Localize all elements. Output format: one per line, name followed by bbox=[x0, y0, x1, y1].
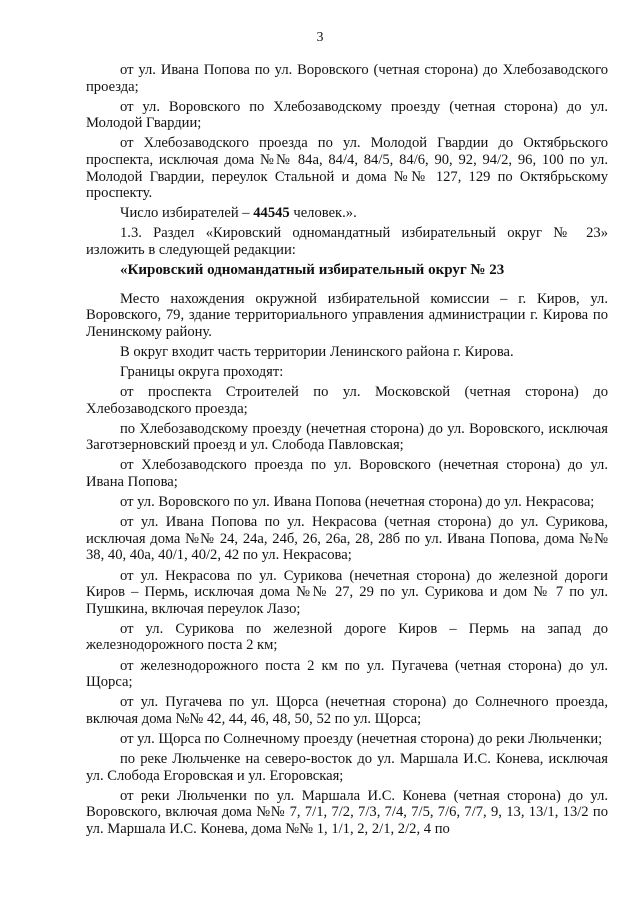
voters-count-paragraph bbox=[86, 205, 608, 222]
paragraph: от железнодорожного поста 2 км по ул. Пугачева (четная сторона) до ул. Щорса; bbox=[86, 657, 608, 691]
paragraph: от ул. Сурикова по железной дороге Киров – Пермь на запад до железнодорожного поста 2 км; bbox=[86, 620, 608, 654]
voters-count: 44545 bbox=[253, 205, 290, 222]
paragraph: по Хлебозаводскому проезду (нечетная сторона) до ул. Воровского, исключая Заготзерновский проезд и ул. Слобода Павловская; bbox=[86, 420, 608, 454]
document-body bbox=[86, 62, 608, 841]
paragraph: от ул. Воровского по Хлебозаводскому проезду (четная сторона) до ул. Молодой Гвардии; bbox=[86, 98, 608, 132]
paragraph: В округ входит часть территории Ленинского района г. Кирова. bbox=[120, 343, 514, 360]
paragraph: Место нахождения окружной избирательной комиссии – г. Киров, ул. Воровского, 79, здание территориального управления администрации г. Кирова по Ленинскому району. bbox=[86, 290, 608, 340]
paragraph: от реки Люльченки по ул. Маршала И.С. Конева (четная сторона) до ул. Воровского, включая дома №№ 7, 7/1, 7/2, 7/3, 7/4, 7/5, 7/6, 7/7, 9, 13, 13/1, 13/2 по ул. Маршала И.С. Конева, дома №№ 1, 1/1, 2, 2/1, 2/2, 4 по bbox=[86, 787, 608, 837]
paragraph: от ул. Ивана Попова по ул. Воровского (четная сторона) до Хлебозаводского проезда; bbox=[86, 62, 608, 95]
paragraph: от ул. Пугачева по ул. Щорса (нечетная сторона) до Солнечного проезда, включая дома №№ 42, 44, 46, 48, 50, 52 по ул. Щорса; bbox=[86, 694, 608, 727]
voters-suffix: человек.». bbox=[289, 205, 357, 222]
paragraph: от ул. Ивана Попова по ул. Некрасова (четная сторона) до ул. Сурикова, исключая дома №№ 24, 24а, 24б, 26, 26а, 28, 28б по ул. Ивана Попова, дома №№ 38, 40, 40а, 40/1, 40/2, 42 по ул. Некрасова; bbox=[86, 514, 608, 564]
paragraph: Границы округа проходят: bbox=[120, 364, 284, 380]
paragraph: от ул. Щорса по Солнечному проезду (нечетная сторона) до реки Люльченки; bbox=[120, 730, 603, 747]
paragraph: от проспекта Строителей по ул. Московской (четная сторона) до Хлебозаводского проезда; bbox=[86, 384, 608, 417]
district-heading: «Кировский одномандатный избирательный округ № 23 bbox=[120, 262, 505, 279]
paragraph: от ул. Некрасова по ул. Сурикова (нечетная сторона) до железной дороги Киров – Пермь, исключая дома №№ 27, 29 по ул. Сурикова и дом № 7 по ул. Пушкина, включая переулок Лазо; bbox=[86, 567, 608, 617]
voters-prefix: Число избирателей – bbox=[120, 205, 254, 222]
paragraph: от ул. Воровского по ул. Ивана Попова (нечетная сторона) до ул. Некрасова; bbox=[120, 494, 595, 511]
paragraph: по реке Люльченке на северо-восток до ул. Маршала И.С. Конева, исключая ул. Слобода Егоровская и ул. Егоровская; bbox=[86, 750, 608, 784]
section-intro: 1.3. Раздел «Кировский одномандатный избирательный округ № 23» изложить в следующей редакции: bbox=[86, 225, 608, 258]
paragraph: от Хлебозаводского проезда по ул. Воровского (нечетная сторона) до ул. Ивана Попова; bbox=[86, 457, 608, 491]
page-number: 3 bbox=[316, 30, 324, 45]
paragraph: от Хлебозаводского проезда по ул. Молодой Гвардии до Октябрьского проспекта, исключая дома №№ 84а, 84/4, 84/5, 84/6, 90, 92, 94/2, 96, 100 по ул. Молодой Гвардии, переулок Стальной и дома №№ 127, 129 по Октябрьскому проспекту. bbox=[86, 135, 608, 202]
